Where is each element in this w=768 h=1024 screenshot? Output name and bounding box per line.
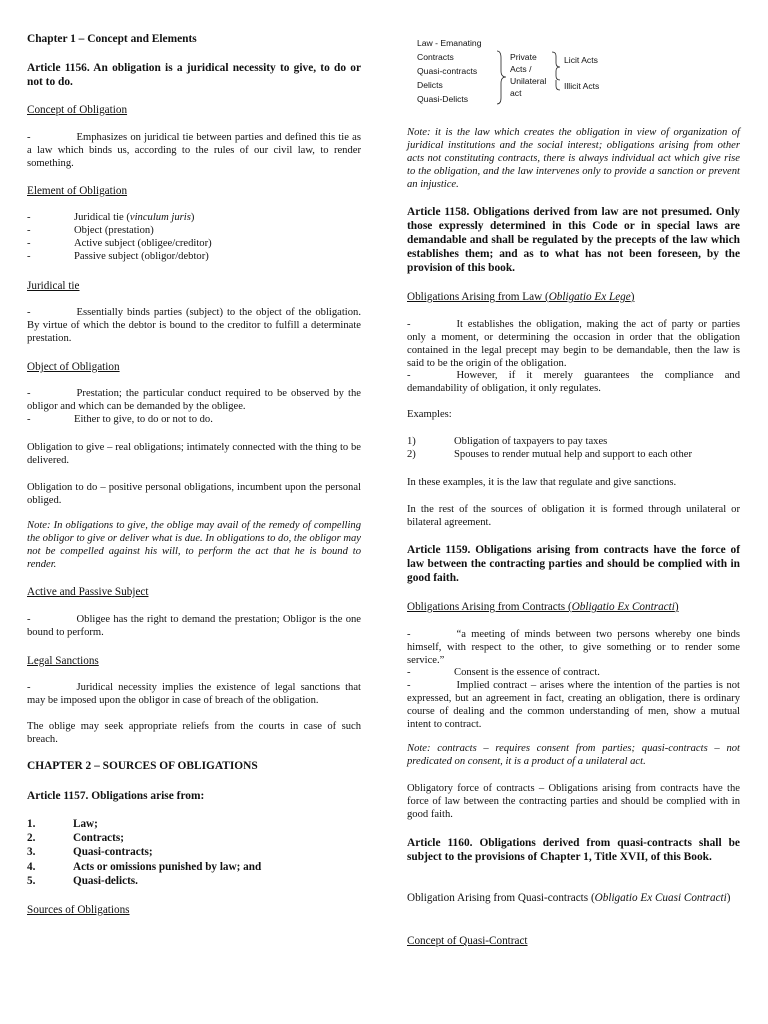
list-item: 3. Quasi-contracts; [27, 846, 153, 859]
diagram-item: Law - Emanating [417, 38, 482, 48]
diagram-brackets [417, 36, 647, 108]
diagram-illicit: Illicit Acts [564, 81, 600, 91]
examples-paragraph: In these examples, it is the law that regulate and give sanctions. [407, 477, 677, 488]
element-heading: Element of Obligation [27, 185, 128, 197]
examples-list [407, 435, 740, 461]
legal-sanctions-heading: Legal Sanctions [27, 655, 99, 667]
note-1: Note: In obligations to give, the oblige may avail of the remedy of compelling the obligor to give or deliver what is due. In obligations to do, the obligor may not be compelled against his will, to perform the act that he is bound to render. [27, 520, 361, 570]
law-bullet-2: - However, if it merely guarantees the compliance and demandability of obligation, it only regulates. [407, 370, 740, 394]
diagram-middle: Acts / [510, 64, 532, 74]
article-1159: Article 1159. Obligations arising from contracts have the force of law between the contracting parties and should be complied with in good faith. [407, 544, 740, 584]
juridical-bullet: - Essentially binds parties (subject) to the object of the obligation. By virtue of which the debtor is bound to the creditor to fulfill a determinate prestation. [27, 307, 361, 344]
examples-label: Examples: [407, 409, 452, 420]
diagram-item: Delicts [417, 80, 443, 90]
sources-diagram [417, 36, 647, 108]
contracts-bullet-1: - “a meeting of minds between two persons whereby one binds himself, with respect to the other, to give something or to render some service.” [407, 629, 740, 666]
active-passive-heading: Active and Passive Subject [27, 586, 149, 598]
list-item: 1. Law; [27, 818, 98, 830]
active-passive-bullet: - Obligee has the right to demand the prestation; Obligor is the one bound to perform. [27, 614, 361, 638]
list-item: 4. Acts or omissions punished by law; and [27, 860, 262, 873]
diagram-item: Quasi-Delicts [417, 94, 469, 104]
chapter-1-heading: Chapter 1 – Concept and Elements [27, 33, 197, 45]
force-paragraph: Obligatory force of contracts – Obligations arising from contracts have the force of law between the contracting parties and should be complied with in good faith. [407, 783, 740, 820]
element-list [27, 211, 361, 263]
diagram-licit: Licit Acts [564, 55, 598, 65]
sources-heading: Sources of Obligations [27, 904, 130, 916]
article-1160: Article 1160. Obligations derived from quasi-contracts shall be subject to the provisions of Chapter 1, Title XVII, of this Book. [407, 837, 740, 863]
quasi-contract-concept-heading: Concept of Quasi-Contract [407, 935, 528, 947]
diagram-middle: act [510, 88, 522, 98]
object-bullet-1: - Prestation; the particular conduct required to be observed by the obligor and which can be demanded by the obligee. [27, 388, 361, 412]
note-3: Note: contracts – requires consent from parties; quasi-contracts – not predicated on consent, it is a product of a unilateral act. [407, 743, 740, 767]
article-1158: Article 1158. Obligations derived from law are not presumed. Only those expressly determined in this Code or in special laws are demandable and shall be regulated by the precepts of the law which establishes them; and as to what has not been foreseen, by the provision of this book. [407, 206, 740, 274]
list-item: 1) Obligation of taxpayers to pay taxes [407, 436, 608, 447]
diagram-middle: Unilateral [510, 76, 547, 86]
contracts-bullet-3: - Implied contract – arises where the intention of the parties is not expressed, but an agreement in fact, creating an obligation, there is ordinary course of dealing and the common understanding of men, show a mutual intent to contract. [407, 680, 740, 730]
legal-sanctions-bullet: - Juridical necessity implies the existence of legal sanctions that may be imposed upon the obligor in case of breach of the obligation. [27, 682, 361, 706]
concept-heading: Concept of Obligation [27, 104, 128, 116]
list-item: - Active subject (obligee/creditor) [27, 238, 212, 249]
juridical-heading: Juridical tie [27, 280, 80, 292]
note-2: Note: it is the law which creates the obligation in view of organization of juridical institutions and the social interest; obligations arising from other acts not constituting contracts, there is always individual act which give rise to the obligation, and the law intervenes only to provide a sanction or prevent an injustice. [407, 127, 740, 190]
article-1157: Article 1157. Obligations arise from: [27, 790, 205, 802]
contracts-heading: Obligations Arising from Contracts (Obligatio Ex Contracti) [407, 601, 679, 613]
concept-bullet: - Emphasizes on juridical tie between parties and defined this tie as a law which binds us, according to the rules of our civil law, to render something. [27, 132, 361, 169]
list-item: 5. Quasi-delicts. [27, 874, 138, 887]
object-bullet-2: - Either to give, to do or not to do. [27, 414, 213, 425]
list-item: 2) Spouses to render mutual help and support to each other [407, 449, 693, 460]
chapter-2-heading: CHAPTER 2 – SOURCES OF OBLIGATIONS [27, 760, 258, 772]
law-heading: Obligations Arising from Law (Obligatio Ex Lege) [407, 291, 635, 303]
contracts-bullet-2: - Consent is the essence of contract. [407, 667, 600, 678]
list-item: - Passive subject (obligor/debtor) [27, 251, 209, 262]
give-paragraph: Obligation to give – real obligations; intimately connected with the thing to be delivered. [27, 442, 361, 466]
article-1156: Article 1156. An obligation is a juridical necessity to give, to do or not to do. [27, 62, 361, 88]
diagram-item: Contracts [417, 52, 454, 62]
diagram-middle: Private [510, 52, 537, 62]
legal-sanctions-paragraph: The oblige may seek appropriate reliefs from the courts in case of such breach. [27, 721, 361, 745]
diagram-item: Quasi-contracts [417, 66, 478, 76]
sources-list [27, 817, 361, 888]
quasi-contracts-heading: Obligation Arising from Quasi-contracts (Obligatio Ex Cuasi Contracti) [407, 892, 731, 904]
list-item: 2. Contracts; [27, 832, 124, 845]
list-item: - Object (prestation) [27, 225, 154, 236]
list-item: - Juridical tie (vinculum juris) [27, 212, 195, 223]
do-paragraph: Obligation to do – positive personal obligations, incumbent upon the personal obliged. [27, 482, 361, 506]
object-heading: Object of Obligation [27, 361, 120, 373]
law-bullet-1: - It establishes the obligation, making the act of party or parties only a moment, or determining the occasion in order that the obligation contained in the legal precept may begin to be demandable, then the law is said to be the origin of the obligation. [407, 319, 740, 369]
rest-paragraph: In the rest of the sources of obligation it is formed through unilateral or bilateral agreement. [407, 504, 740, 528]
